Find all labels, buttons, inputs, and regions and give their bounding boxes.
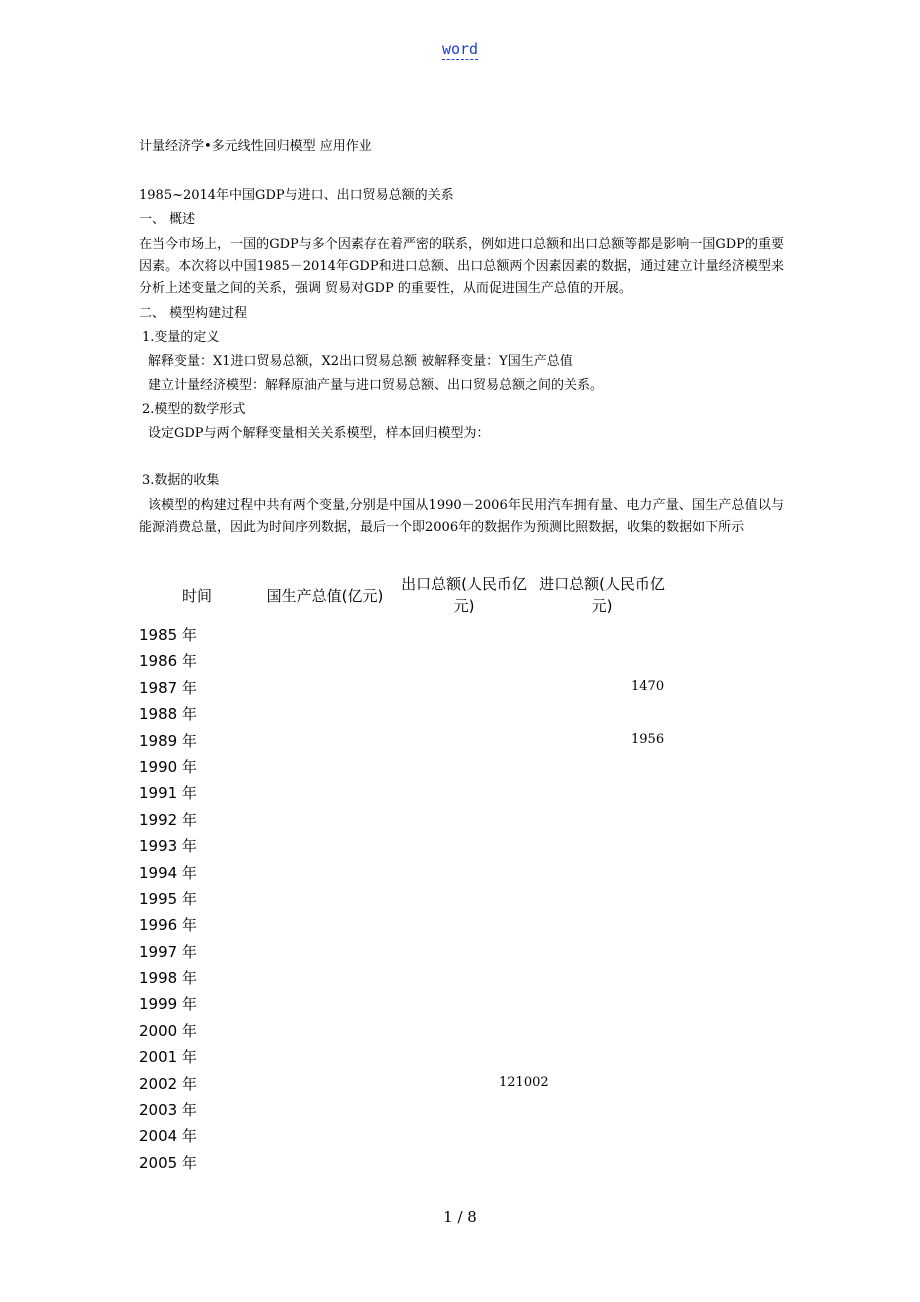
- header-time: 时间: [181, 587, 212, 605]
- item2-line1: 设定GDP与两个解释变量相关关系模型，样本回归模型为：: [148, 426, 490, 441]
- table-row: [139, 939, 789, 965]
- table-row: [139, 675, 789, 701]
- section2-heading: 二、 模型构建过程: [139, 306, 248, 321]
- year-cell: 2004 年: [139, 1127, 197, 1146]
- table-row: [139, 807, 789, 833]
- header-import: 进口总额(人民币亿元): [539, 575, 665, 615]
- table-row: [139, 1044, 789, 1070]
- table-row: [139, 728, 789, 754]
- year-cell: 1988 年: [139, 705, 197, 724]
- year-cell: 1986 年: [139, 652, 197, 671]
- table-row: [139, 912, 789, 938]
- item1-line1: 解释变量：X1进口贸易总额，X2出口贸易总额 被解释变量：Y国生产总值: [148, 354, 573, 369]
- section1-heading: 一、 概述: [139, 212, 196, 227]
- year-cell: 1995 年: [139, 889, 197, 908]
- year-cell: 1994 年: [139, 863, 197, 882]
- data-table-header: [139, 573, 789, 623]
- year-cell: 1999 年: [139, 995, 197, 1014]
- table-row: [139, 833, 789, 859]
- document-body: [139, 137, 784, 539]
- table-row: [139, 1097, 789, 1123]
- doc-title: 计量经济学•多元线性回归模型 应用作业: [139, 139, 372, 154]
- table-row: [139, 965, 789, 991]
- year-cell: 1989 年: [139, 731, 197, 750]
- table-row: [139, 991, 789, 1017]
- year-cell: 2005 年: [139, 1153, 197, 1172]
- table-row: [139, 622, 789, 648]
- section1-paragraph: 在当今市场上，一国的GDP与多个因素存在着严密的联系，例如进口总额和出口总额等都是影响一国GDP的重要因素。本次将以中国1985－2014年GDP和进口总额、出口总额两个因素因素的数据，通过建立计量经济模型来分析上述变量之间的关系，强调 贸易对GDP 的重要性，从而促进国生产总值的开展。: [139, 237, 784, 296]
- year-cell: 1985 年: [139, 626, 197, 644]
- table-row: [139, 1071, 789, 1097]
- table-row: [139, 780, 789, 806]
- year-cell: 2002 年: [139, 1074, 197, 1093]
- header-gdp: 国生产总值(亿元): [266, 587, 384, 605]
- year-cell: 1992 年: [139, 810, 197, 829]
- table-row: [139, 1123, 789, 1149]
- year-cell: 1991 年: [139, 784, 197, 803]
- item1-line2: 建立计量经济模型：解释原油产量与进口贸易总额、出口贸易总额之间的关系。: [148, 378, 604, 393]
- year-cell: 1987 年: [139, 678, 197, 697]
- table-row: [139, 860, 789, 886]
- year-cell: 2001 年: [139, 1048, 197, 1067]
- header-word-link[interactable]: [0, 40, 920, 58]
- year-cell: 1997 年: [139, 942, 197, 961]
- table-row: [139, 754, 789, 780]
- export-cell: 121002: [499, 1074, 549, 1090]
- header-export: 出口总额(人民币亿元): [401, 575, 527, 615]
- item1-heading: 1.变量的定义: [142, 330, 220, 345]
- data-table-body: [139, 622, 789, 1176]
- item3-heading: 3.数据的收集: [142, 473, 220, 488]
- page-indicator: 1 / 8: [443, 1208, 477, 1226]
- year-cell: 2003 年: [139, 1101, 197, 1120]
- table-row: [139, 701, 789, 727]
- table-row: [139, 1018, 789, 1044]
- table-row: [139, 648, 789, 674]
- doc-subtitle: 1985~2014年中国GDP与进口、出口贸易总额的关系: [139, 188, 454, 203]
- table-row: [139, 1150, 789, 1176]
- year-cell: 2000 年: [139, 1021, 197, 1040]
- item2-heading: 2.模型的数学形式: [142, 402, 246, 417]
- import-cell: 1956: [631, 731, 665, 747]
- item3-paragraph: 该模型的构建过程中共有两个变量,分别是中国从1990－2006年民用汽车拥有量、电力产量、国生产总值以与能源消费总量，因此为时间序列数据，最后一个即2006年的数据作为预测比照数据，收集的数据如下所示: [139, 498, 784, 535]
- header-word-link-text[interactable]: word: [441, 40, 479, 58]
- table-row: [139, 886, 789, 912]
- year-cell: 1990 年: [139, 757, 197, 776]
- year-cell: 1998 年: [139, 969, 197, 988]
- year-cell: 1996 年: [139, 916, 197, 935]
- import-cell: 1470: [631, 678, 665, 694]
- year-cell: 1993 年: [139, 837, 197, 856]
